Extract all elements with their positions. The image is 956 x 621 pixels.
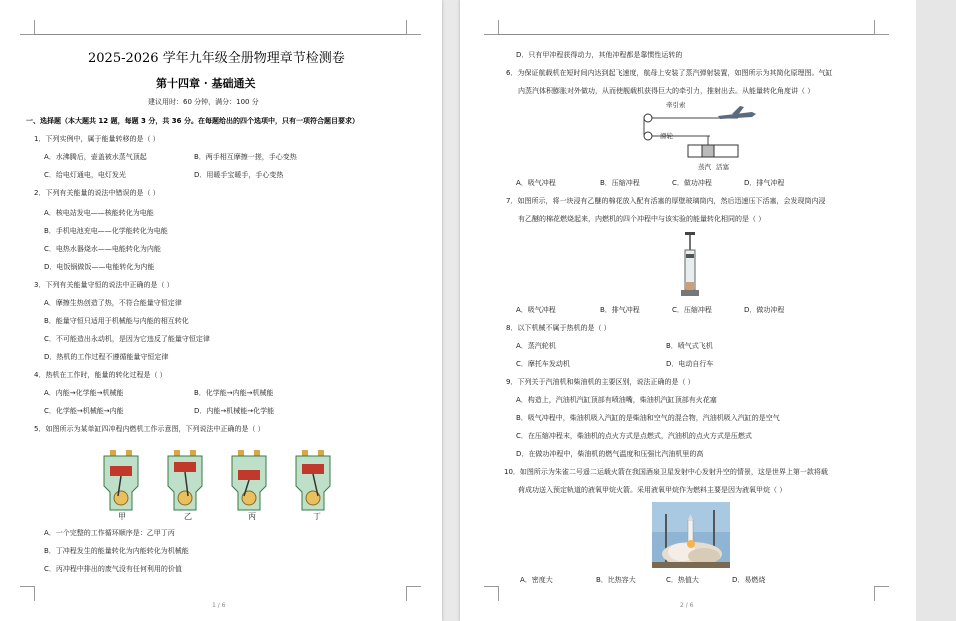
viewer-scroll-area[interactable] (916, 0, 956, 621)
option: C．电热水器烧水——电能转化为内能 (44, 245, 161, 253)
document-page-2 (460, 0, 916, 621)
option: B．能量守恒只适用于机械能与内能的相互转化 (44, 317, 189, 325)
option: A．水沸腾后，壶盖被水蒸气顶起 (44, 153, 147, 161)
question-stem: 8．以下机械不属于热机的是（ ） (506, 324, 611, 332)
document-page-1 (0, 0, 442, 621)
option: D．做功冲程 (744, 306, 785, 314)
engine-diagram (104, 450, 138, 510)
margin-corner-mark (874, 586, 889, 601)
option: B．两手相互摩擦一搓，手心变热 (194, 153, 297, 161)
question-stem: 7．如图所示，将一块浸有乙醚的棉花放入配有活塞的厚壁玻璃筒内，然后迅速压下活塞，会发现筒内浸 (506, 197, 826, 205)
option: D．易燃烧 (732, 576, 766, 584)
question-stem: 3．下列有关能量守恒的说法中正确的是（ ） (34, 281, 174, 289)
margin-corner-mark (20, 586, 35, 601)
header-rule (498, 34, 874, 35)
option: B．排气冲程 (600, 306, 640, 314)
question-stem: 6．为保证航载机在短时间内达到起飞速度，航母上安装了蒸汽弹射装置，如图所示为其简化原理图。气缸 (506, 69, 833, 77)
option: D．排气冲程 (744, 179, 785, 187)
option: A．内能→化学能→机械能 (44, 389, 124, 397)
option: C．热值大 (666, 576, 699, 584)
option: A．吸气冲程 (516, 179, 556, 187)
margin-corner-mark (20, 20, 35, 35)
figure-label: 甲 (118, 512, 126, 521)
figure-label: 活塞 (716, 163, 729, 171)
question-stem: 内蒸汽体积膨胀对外做功，从而使舰载机获得巨大的牵引力，推射出去。从能量转化角度讲（ ） (518, 87, 815, 95)
engine-strokes-figure (96, 440, 336, 524)
engine-diagram (296, 450, 330, 510)
figure-label: 丙 (248, 512, 256, 521)
option: D．电饭锅做饭——电能转化为内能 (44, 263, 155, 271)
option: D．电动自行车 (666, 360, 714, 368)
engine-diagram (168, 450, 202, 510)
chapter-title: 第十四章 · 基础通关 (156, 77, 256, 90)
option: B．压缩冲程 (600, 179, 640, 187)
option: A．蒸汽轮机 (516, 342, 556, 350)
option: C．不可能造出永动机，是因为它违反了能量守恒定律 (44, 335, 210, 343)
question-stem: 有乙醚的棉花燃烧起来，内燃机的四个冲程中与该实验的能量转化相同的是（ ） (518, 215, 766, 223)
question-stem: 1．下列实例中，属于能量转移的是（ ） (34, 135, 160, 143)
margin-corner-mark (484, 20, 499, 35)
option: A．摩擦生热创造了热，不符合能量守恒定律 (44, 299, 182, 307)
section-heading: 一、选择题（本大题共 12 题，每题 3 分，共 36 分。在每题给出的四个选项中，只有一项符合题目要求） (26, 117, 359, 125)
exam-meta: 建议用时：60 分钟，满分：100 分 (148, 98, 259, 106)
rocket-launch-photo (652, 502, 730, 568)
option: B．手机电池充电——化学能转化为电能 (44, 227, 168, 235)
option: A．核电站发电——核能转化为电能 (44, 209, 154, 217)
question-stem: 5．如图所示为某单缸四冲程内燃机工作示意图，下列说法中正确的是（ ） (34, 425, 265, 433)
margin-corner-mark (406, 586, 421, 601)
page-number: 2 / 6 (680, 602, 694, 609)
option: B．化学能→内能→机械能 (194, 389, 274, 397)
engine-diagram (232, 450, 266, 510)
option: D．在做功冲程中，柴油机的燃气温度和压强比汽油机里的高 (516, 450, 704, 458)
figure-label: 牵引索 (666, 101, 686, 109)
option: D．热机的工作过程不遵循能量守恒定律 (44, 353, 169, 361)
fire-syringe-figure (678, 230, 702, 300)
option: D．内能→机械能→化学能 (194, 407, 275, 415)
question-stem: 4．热机在工作时，能量的转化过程是（ ） (34, 371, 167, 379)
option: B．喷气式飞机 (666, 342, 713, 350)
option: C．丙冲程中排出的废气没有任何利用的价值 (44, 565, 182, 573)
option: D．只有甲冲程获得动力，其他冲程都是靠惯性运转的 (516, 51, 683, 59)
margin-corner-mark (874, 20, 889, 35)
margin-corner-mark (406, 20, 421, 35)
question-stem: 2．下列有关能量的说法中错误的是（ ） (34, 189, 160, 197)
exam-title: 2025-2026 学年九年级全册物理章节检测卷 (88, 51, 345, 66)
option: C．做功冲程 (672, 179, 712, 187)
option: C．摩托车发动机 (516, 360, 570, 368)
option: A．吸气冲程 (516, 306, 556, 314)
option: A．构造上，汽油机汽缸顶部有喷油嘴，柴油机汽缸顶部有火花塞 (516, 396, 717, 404)
header-rule (34, 34, 406, 35)
option: B．比热容大 (596, 576, 636, 584)
option: C．压缩冲程 (672, 306, 712, 314)
option: D．用暖手宝暖手，手心变热 (194, 171, 284, 179)
option: B．丁冲程发生的能量转化为内能转化为机械能 (44, 547, 189, 555)
figure-label: 乙 (184, 512, 192, 521)
question-stem: 10．如图所示为朱雀二号遥二运载火箭在我国酒泉卫星发射中心发射升空的情景，这是世界上第一款将载 (504, 468, 828, 476)
option: A．一个完整的工作循环顺序是：乙甲丁丙 (44, 529, 175, 537)
option: B．吸气冲程中，柴油机吸入汽缸的是柴油和空气的混合物，汽油机吸入汽缸的是空气 (516, 414, 780, 422)
figure-label: 滑轮 (660, 132, 673, 140)
figure-label: 蒸汽 (698, 163, 711, 171)
margin-corner-mark (484, 586, 499, 601)
question-stem: 9．下列关于汽油机和柴油机的主要区别，说法正确的是（ ） (506, 378, 695, 386)
option: A．密度大 (520, 576, 553, 584)
option: C．给电灯通电，电灯发光 (44, 171, 126, 179)
question-stem: 荷成功送入预定轨道的液氧甲烷火箭。采用液氧甲烷作为燃料主要是因为液氧甲烷（ ） (518, 486, 787, 494)
option: C．在压缩冲程末，柴油机的点火方式是点燃式，汽油机的点火方式是压燃式 (516, 432, 752, 440)
figure-label: 丁 (313, 512, 321, 521)
page-number: 1 / 6 (212, 602, 226, 609)
option: C．化学能→机械能→内能 (44, 407, 124, 415)
